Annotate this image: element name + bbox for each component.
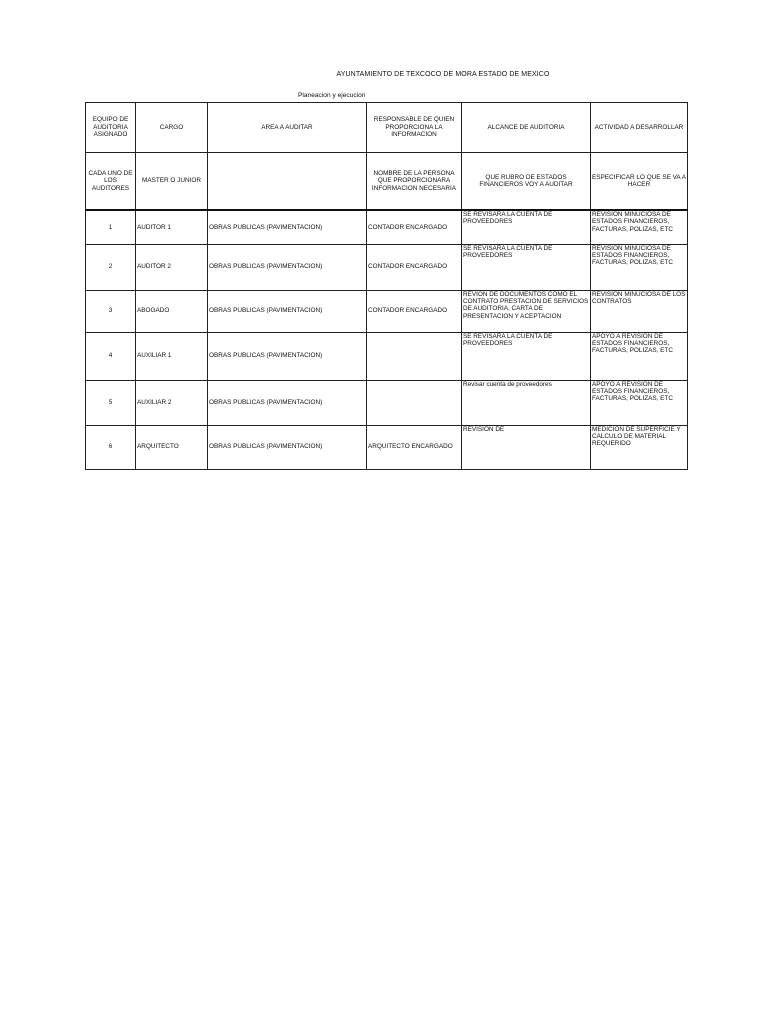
cell-cargo: AUXILIAR 2 <box>136 380 208 425</box>
column-header-cargo: CARGO <box>136 103 208 153</box>
cell-alcance: Revisar cuenta de proveedores <box>462 380 591 425</box>
hint-actividad: ESPECIFICAR LO QUE SE VA A HACER <box>591 153 688 211</box>
cell-actividad: REVISION MINUCIOSA DE LOS CONTRATOS <box>591 290 688 332</box>
table-row <box>86 290 688 332</box>
cell-area: OBRAS PUBLICAS (PAVIMENTACION) <box>208 290 367 332</box>
cell-responsable: CONTADOR ENCARGADO <box>367 210 462 244</box>
cell-num: 4 <box>86 332 136 380</box>
table-row <box>86 244 688 290</box>
cell-alcance: REVION DE DOCUMENTOS COMO EL CONTRATO PRESTACION DE SERVICIOS DE AUDITORIA, CARTA DE PRESENTACION Y ACEPTACION <box>462 290 591 332</box>
hint-row <box>86 153 688 211</box>
cell-alcance: REVISION DE <box>462 425 591 469</box>
column-header-responsable: RESPONSABLE DE QUIEN PROPORCIONA LA INFORMACION <box>367 103 462 153</box>
column-header-equipo: EQUIPO DE AUDITORIA ASIGNADO <box>86 103 136 153</box>
cell-num: 5 <box>86 380 136 425</box>
cell-actividad: APOYO A REVISION DE ESTADOS FINANCIEROS, FACTURAS, POLIZAS, ETC <box>591 380 688 425</box>
column-header-area: AREA A AUDITAR <box>208 103 367 153</box>
cell-alcance: SE REVISARA LA CUENTA DE PROVEEDORES <box>462 244 591 290</box>
cell-actividad: REVISION MINUCIOSA DE ESTADOS FINANCIEROS, FACTURAS, POLIZAS, ETC <box>591 244 688 290</box>
cell-num: 1 <box>86 210 136 244</box>
cell-cargo: AUDITOR 1 <box>136 210 208 244</box>
cell-cargo: AUDITOR 2 <box>136 244 208 290</box>
cell-area: OBRAS PUBLICAS (PAVIMENTACION) <box>208 210 367 244</box>
cell-responsable <box>367 380 462 425</box>
cell-cargo: AUXILIAR 1 <box>136 332 208 380</box>
hint-cargo: MASTER O JUNIOR <box>136 153 208 211</box>
cell-cargo: ABOGADO <box>136 290 208 332</box>
cell-actividad: APOYO A REVISION DE ESTADOS FINANCIEROS, FACTURAS, POLIZAS, ETC <box>591 332 688 380</box>
header-row <box>86 103 688 153</box>
cell-actividad: REVISION MINUCIOSA DE ESTADOS FINANCIEROS, FACTURAS, POLIZAS, ETC <box>591 210 688 244</box>
hint-responsable: NOMBRE DE LA PERSONA QUE PROPORCIONARA INFORMACION NECESARIA <box>367 153 462 211</box>
cell-alcance: SE REVISARA LA CUENTA DE PROVEEDORES <box>462 332 591 380</box>
cell-area: OBRAS PUBLICAS (PAVIMENTACION) <box>208 244 367 290</box>
table-row <box>86 210 688 244</box>
table-row <box>86 425 688 469</box>
cell-cargo: ARQUITECTO <box>136 425 208 469</box>
table-row <box>86 380 688 425</box>
cell-num: 3 <box>86 290 136 332</box>
table-row <box>86 332 688 380</box>
hint-equipo: CADA UNO DE LOS AUDITORES <box>86 153 136 211</box>
column-header-actividad: ACTIVIDAD A DESARROLLAR <box>591 103 688 153</box>
cell-responsable: CONTADOR ENCARGADO <box>367 290 462 332</box>
document-subtitle: Planeacion y ejecucion <box>298 92 366 99</box>
column-header-alcance: ALCANCE DE AUDITORIA <box>462 103 591 153</box>
cell-area: OBRAS PUBLICAS (PAVIMENTACION) <box>208 380 367 425</box>
cell-num: 6 <box>86 425 136 469</box>
cell-responsable: ARQUITECTO ENCARGADO <box>367 425 462 469</box>
hint-area <box>208 153 367 211</box>
cell-area: OBRAS PUBLICAS (PAVIMENTACION) <box>208 425 367 469</box>
cell-area: OBRAS PUBLICAS (PAVIMENTACION) <box>208 332 367 380</box>
cell-num: 2 <box>86 244 136 290</box>
cell-responsable <box>367 332 462 380</box>
cell-alcance: SE REVISARA LA CUENTA DE PROVEEDORES <box>462 210 591 244</box>
cell-actividad: MEDICION DE SUPERFICIE Y CALCULO DE MATERIAL REQUERIDO <box>591 425 688 469</box>
document-title: AYUNTAMIENTO DE TEXCOCO DE MORA ESTADO DE MEXICO <box>336 71 550 78</box>
cell-responsable: CONTADOR ENCARGADO <box>367 244 462 290</box>
hint-alcance: QUE RUBRO DE ESTADOS FINANCIEROS VOY A AUDITAR <box>462 153 591 211</box>
audit-plan-table <box>85 102 688 470</box>
